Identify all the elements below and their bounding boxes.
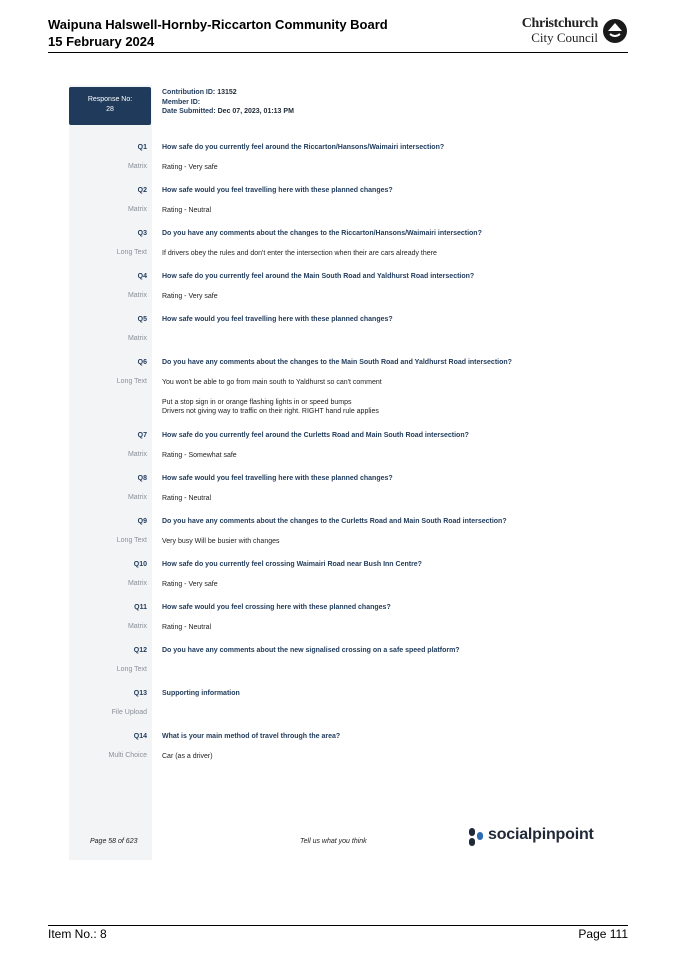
header-title: Waipuna Halswell-Hornby-Riccarton Community Board xyxy=(48,17,388,32)
pdf-page-number: Page 58 of 623 xyxy=(90,838,138,845)
council-logo xyxy=(508,16,628,50)
response-number-box xyxy=(69,87,151,125)
member-label: Member ID: xyxy=(162,98,201,106)
member-line xyxy=(162,98,294,108)
item-number: Item No.: 8 xyxy=(48,927,107,941)
logo-line2: City Council xyxy=(531,30,598,45)
question-text: Do you have any comments about the new signalised crossing on a safe speed platform? xyxy=(162,647,460,654)
response-label: Response No: xyxy=(87,96,133,103)
question-number: Q10 xyxy=(133,561,147,568)
question-type: Long Text xyxy=(116,666,147,673)
date-line xyxy=(162,107,294,117)
question-text: How safe would you feel crossing here with these planned changes? xyxy=(162,604,391,611)
socialpinpoint-mark-icon xyxy=(468,828,484,846)
question-text: What is your main method of travel through the area? xyxy=(162,733,341,740)
question-text: How safe would you feel travelling here with these planned changes? xyxy=(162,187,393,194)
header-rule xyxy=(48,52,628,53)
page-header xyxy=(48,14,628,54)
question-number: Q5 xyxy=(137,316,147,323)
question-text: How safe would you feel travelling here with these planned changes? xyxy=(162,475,393,482)
answer-text-line2: Put a stop sign in or orange flashing lights in or speed bumps xyxy=(162,399,352,406)
answer-text: Rating - Neutral xyxy=(162,495,212,502)
question-type: Matrix xyxy=(127,206,147,213)
contribution-label: Contribution ID: xyxy=(162,89,216,96)
answer-text: If drivers obey the rules and don't enter the intersection when their are cars already there xyxy=(162,250,437,257)
question-text: How safe would you feel travelling here with these planned changes? xyxy=(162,316,393,323)
question-number: Q6 xyxy=(137,359,147,366)
answer-text: Rating - Neutral xyxy=(162,624,212,631)
answer-text: You won't be able to go from main south to Yaldhurst so can't comment xyxy=(162,379,382,386)
answer-text: Rating - Very safe xyxy=(162,293,218,300)
question-type: Multi Choice xyxy=(108,752,147,759)
contribution-id: 13152 xyxy=(217,89,237,96)
question-number: Q2 xyxy=(137,187,147,194)
answer-text-line3: Drivers not giving way to traffic on their right. RIGHT hand rule applies xyxy=(162,408,379,415)
footer-rule xyxy=(48,925,628,926)
question-number: Q4 xyxy=(137,273,147,280)
pdf-tagline: Tell us what you think xyxy=(300,838,367,845)
logo-line1: Christchurch xyxy=(521,16,598,31)
answer-text: Very busy Will be busier with changes xyxy=(162,538,280,545)
question-text: How safe do you currently feel crossing Waimairi Road near Bush Inn Centre? xyxy=(162,561,422,568)
question-text: Do you have any comments about the changes to the Riccarton/Hansons/Waimairi intersection? xyxy=(162,230,482,237)
question-text: Supporting information xyxy=(162,690,240,697)
page-number: Page 111 xyxy=(578,927,628,941)
header-date: 15 February 2024 xyxy=(48,34,155,49)
answer-text: Rating - Somewhat safe xyxy=(162,452,237,459)
sidebar-panel xyxy=(69,85,152,860)
question-number: Q13 xyxy=(133,690,147,697)
contribution-line xyxy=(162,88,294,98)
council-emblem-icon xyxy=(602,18,628,44)
question-number: Q7 xyxy=(137,432,147,439)
answer-text: Rating - Very safe xyxy=(162,164,218,171)
question-number: Q12 xyxy=(133,647,147,654)
question-number: Q1 xyxy=(137,144,147,151)
answer-text: Car (as a driver) xyxy=(162,753,213,760)
question-type: Matrix xyxy=(127,292,147,299)
question-type: Matrix xyxy=(127,580,147,587)
date-label: Date Submitted: xyxy=(162,108,216,115)
question-type: Matrix xyxy=(127,623,147,630)
question-type: Matrix xyxy=(127,451,147,458)
response-number: 28 xyxy=(106,106,114,113)
question-text: How safe do you currently feel around the Curletts Road and Main South Road intersection? xyxy=(162,432,469,439)
question-type: Long Text xyxy=(116,378,147,385)
question-text: How safe do you currently feel around the Riccarton/Hansons/Waimairi intersection? xyxy=(162,144,445,151)
question-number: Q3 xyxy=(137,230,147,237)
question-text: Do you have any comments about the changes to the Curletts Road and Main South Road intersection? xyxy=(162,518,507,525)
socialpinpoint-wordmark: socialpinpoint xyxy=(488,826,594,843)
question-number: Q8 xyxy=(137,475,147,482)
question-type: Matrix xyxy=(127,494,147,501)
question-number: Q9 xyxy=(137,518,147,525)
response-meta xyxy=(162,88,294,117)
question-type: Long Text xyxy=(116,249,147,256)
date-value: Dec 07, 2023, 01:13 PM xyxy=(217,108,294,115)
question-number: Q11 xyxy=(134,604,147,611)
question-number: Q14 xyxy=(133,733,147,740)
question-type: Matrix xyxy=(127,335,147,342)
answer-text: Rating - Neutral xyxy=(162,207,212,214)
question-type: Matrix xyxy=(127,163,147,170)
question-text: How safe do you currently feel around the Main South Road and Yaldhurst Road intersection? xyxy=(162,273,475,280)
answer-text: Rating - Very safe xyxy=(162,581,218,588)
question-type: File Upload xyxy=(111,709,147,716)
question-text: Do you have any comments about the changes to the Main South Road and Yaldhurst Road intersection? xyxy=(162,359,512,366)
question-type: Long Text xyxy=(116,537,147,544)
